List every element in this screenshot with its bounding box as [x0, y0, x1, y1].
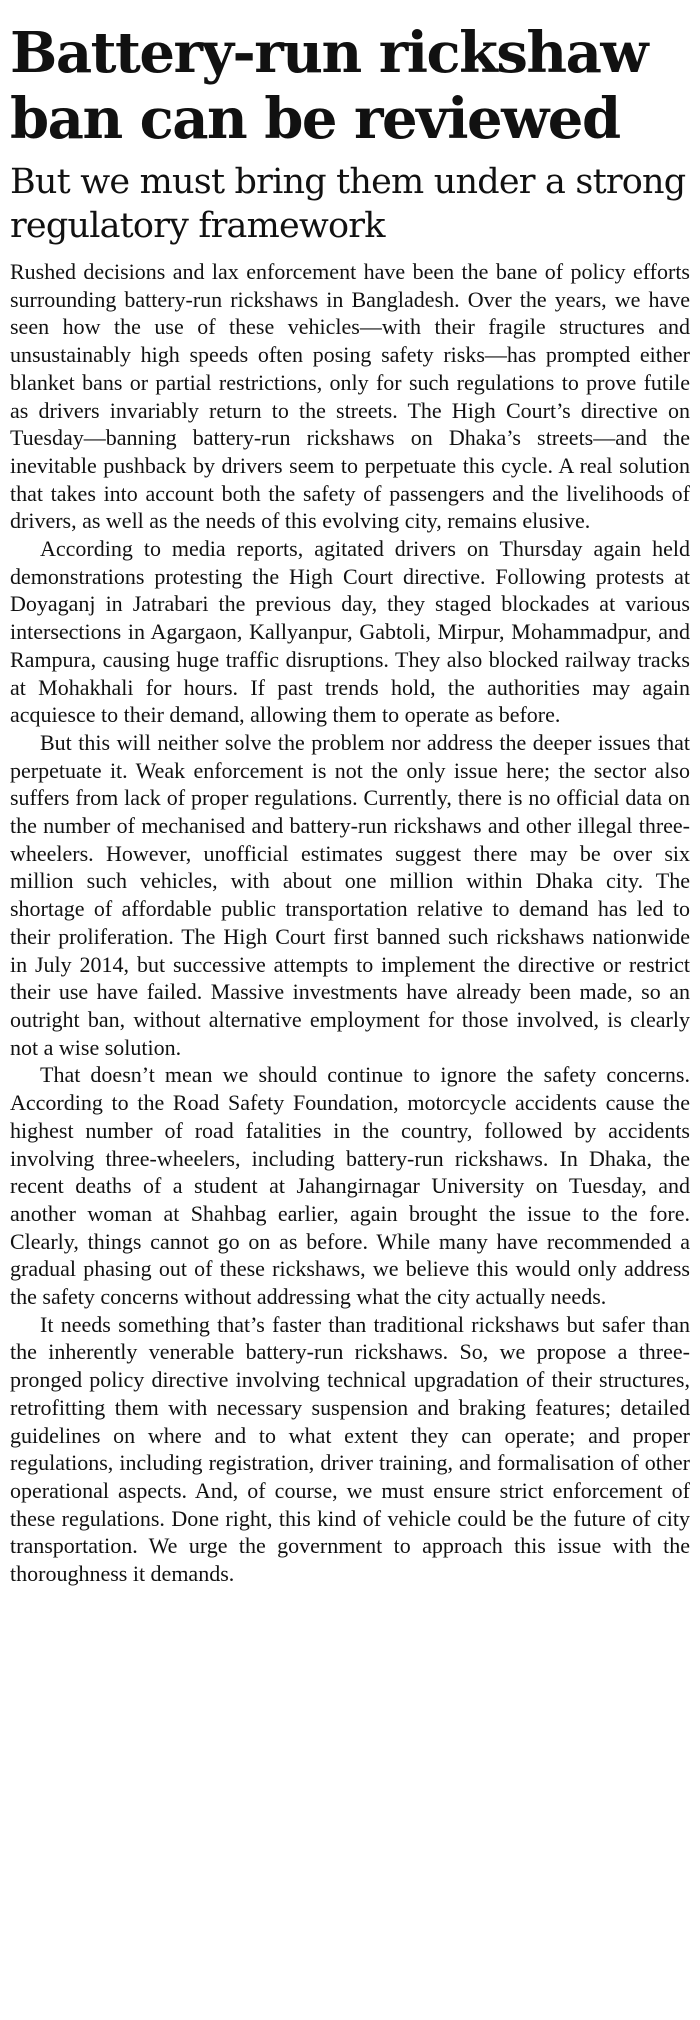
paragraph-2: According to media reports, agitated drivers on Thursday again held demonstrations protesting the High Court directive. Following protests at Doyaganj in Jatrabari the previous day, they staged blockades at various intersections in Agargaon, Kallyanpur, Gabtoli, Mirpur, Mohammadpur, and Rampura, causing huge traffic disruptions. They also blocked railway tracks at Mohakhali for hours. If past trends hold, the authorities may again acquiesce to their demand, allowing them to operate as before.: [10, 536, 690, 728]
paragraph-1: Rushed decisions and lax enforcement have been the bane of policy efforts surrounding battery-run rickshaws in Bangladesh. Over the years, we have seen how the use of these vehicles—with their fragile structures and unsustainably high speeds often posing safety risks—has prompted either blanket bans or partial restrictions, only for such regulations to prove futile as drivers invariably return to the streets. The High Court’s directive on Tuesday—banning battery-run rickshaws on Dhaka’s streets—and the inevitable pushback by drivers seem to perpetuate this cycle. A real solution that takes into account both the safety of passengers and the livelihoods of drivers, as well as the needs of this evolving city, remains elusive.: [10, 259, 690, 534]
paragraph-4: That doesn’t mean we should continue to ignore the safety concerns. According to the Road Safety Foundation, motorcycle accidents cause the highest number of road fatalities in the country, followed by accidents involving three-wheelers, including battery-run rickshaws. In Dhaka, the recent deaths of a student at Jahangirnagar University on Tuesday, and another woman at Shahbag earlier, again brought the issue to the fore. Clearly, things cannot go on as before. While many have recommended a gradual phasing out of these rickshaws, we believe this would only address the safety concerns without addressing what the city actually needs.: [10, 1062, 690, 1310]
paragraph-5: It needs something that’s faster than traditional rickshaws but safer than the inherently venerable battery-run rickshaws. So, we propose a three-pronged policy directive involving technical upgradation of their structures, retrofitting them with necessary suspension and braking features; detailed guidelines on where and to what extent they can operate; and proper regulations, including registration, driver training, and formalisation of other operational aspects. And, of course, we must ensure strict enforcement of these regulations. Done right, this kind of vehicle could be the future of city transportation. We urge the government to approach this issue with the thoroughness it demands.: [10, 1311, 690, 1587]
article-body: [10, 258, 690, 1588]
paragraph-3: But this will neither solve the problem nor address the deeper issues that perpetuate it. Weak enforcement is not the only issue here; the sector also suffers from lack of proper regulations. Currently, there is no official data on the number of mechanised and battery-run rickshaws and other illegal three-wheelers. However, unofficial estimates suggest there may be over six million such vehicles, with about one million within Dhaka city. The shortage of affordable public transportation relative to demand has led to their proliferation. The High Court first banned such rickshaws nationwide in July 2014, but successive attempts to implement the directive or restrict their use have failed. Massive investments have already been made, so an outright ban, without alternative employment for those involved, is clearly not a wise solution.: [10, 729, 690, 1060]
headline: Battery-run rickshaw ban can be reviewed: [10, 20, 648, 152]
subheadline: But we must bring them under a strong regulatory framework: [10, 162, 686, 246]
